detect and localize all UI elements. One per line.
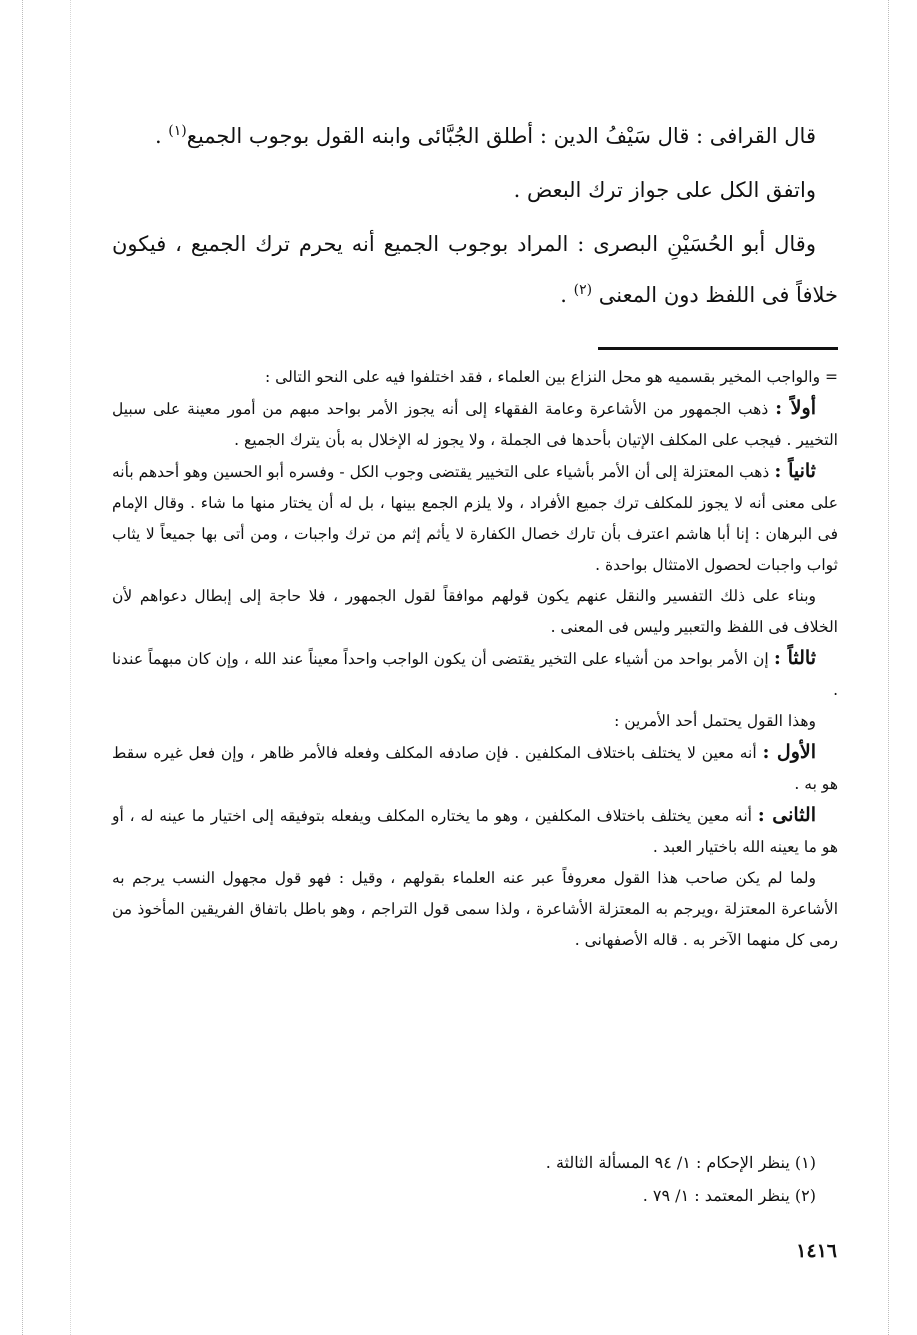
main-paragraph-3: وقال أبو الحُسَيْنِ البصرى : المراد بوجوب الجميع أنه يحرم ترك الجميع ، فيكون خلافاً فى اللفظ دون المعنى $^{(٢)}$ .: [112, 232, 838, 307]
footnote-separator: [598, 347, 838, 350]
note-two-options: وهذا القول يحتمل أحد الأمرين :: [614, 712, 816, 730]
footnote-ref-2: (٢): [573, 282, 593, 298]
page-number: ١٤١٦: [796, 1240, 837, 1262]
note-option-2: الثانى : أنه معين يختلف باختلاف المكلفين ، وهو ما يختاره المكلف ويفعله بتوفيقه إلى اختيار ما عينه له ، أو هو ما يعينه الله باختيار العبد .: [112, 804, 838, 856]
footnote-ref-1: (١): [168, 123, 187, 139]
note-second: ثانياً : ذهب المعتزلة إلى أن الأمر بأشياء على التخيير يقتضى وجوب الكل - وفسره أبو الحسين وهو أحدهم بأنه على معنى أنه لا يجوز للمكلف ترك جميع الأفراد ، ولا يلزم الجمع بينها ، بل له أن يختار منها ما شاء . وقال الإمام فى البرهان : إنا أبا هاشم اعترف بأن تارك خصال الكفارة لا يأثم إثم من ترك واجبات ، ومن أتى بها جميعاً لا يثاب ثواب واجبات لحصول الامتثال بواحدة .: [112, 460, 838, 574]
reference-1: (١) ينظر الإحكام : ١/ ٩٤ المسألة الثالثة .: [545, 1153, 816, 1172]
main-text: [112, 108, 838, 318]
scan-edge-right: [888, 0, 889, 1335]
footnotes-body: [112, 362, 838, 956]
note-intro: = والواجب المخير بقسميه هو محل النزاع بين العلماء ، فقد اختلفوا فيه على النحو التالى :: [265, 368, 838, 386]
scan-edge-left: [22, 0, 23, 1335]
references: [112, 1146, 838, 1212]
note-third: ثالثاً : إن الأمر بواحد من أشياء على التخير يقتضى أن يكون الواجب واحداً معيناً عند الله ، وإن كان مبهماً عندنا .: [112, 647, 838, 699]
note-first: أولاً : ذهب الجمهور من الأشاعرة وعامة الفقهاء إلى أنه يجوز الأمر بواحد مبهم من أمور معينة على سبيل التخيير . فيجب على المكلف الإتيان بأحدها فى الجملة ، ولا يجوز له الإخلال به بأن يترك الجميع .: [112, 397, 838, 449]
reference-2: (٢) ينظر المعتمد : ١/ ٧٩ .: [642, 1186, 816, 1205]
main-paragraph-2: واتفق الكل على جواز ترك البعض .: [513, 178, 816, 202]
main-paragraph-1: قال القرافى : قال سَيْفُ الدين : أطلق الجُبَّائى وابنه القول بوجوب الجميع$^{(١)}$ .: [154, 123, 816, 148]
note-conclusion: ولما لم يكن صاحب هذا القول معروفاً عبر عنه العلماء بقولهم ، وقيل : فهو قول مجهول النسب يرجم به الأشاعرة المعتزلة ،ويرجم به المعتزلة الأشاعرة ، ولذا سمى قول التراجم ، وهو باطل باتفاق الفريقين المأخوذ من رمى كل منهما الآخر به . قاله الأصفهانى .: [112, 869, 838, 949]
note-consequence: وبناء على ذلك التفسير والنقل عنهم يكون قولهم موافقاً لقول الجمهور ، فلا حاجة إلى إبطال دعواهم لأن الخلاف فى اللفظ والتعبير وليس فى المعنى .: [112, 587, 838, 636]
scan-edge-left-inner: [70, 0, 71, 1335]
note-option-1: الأول : أنه معين لا يختلف باختلاف المكلفين . فإن صادفه المكلف وفعله فالأمر ظاهر ، وإن فعل غيره سقط هو به .: [112, 741, 838, 793]
